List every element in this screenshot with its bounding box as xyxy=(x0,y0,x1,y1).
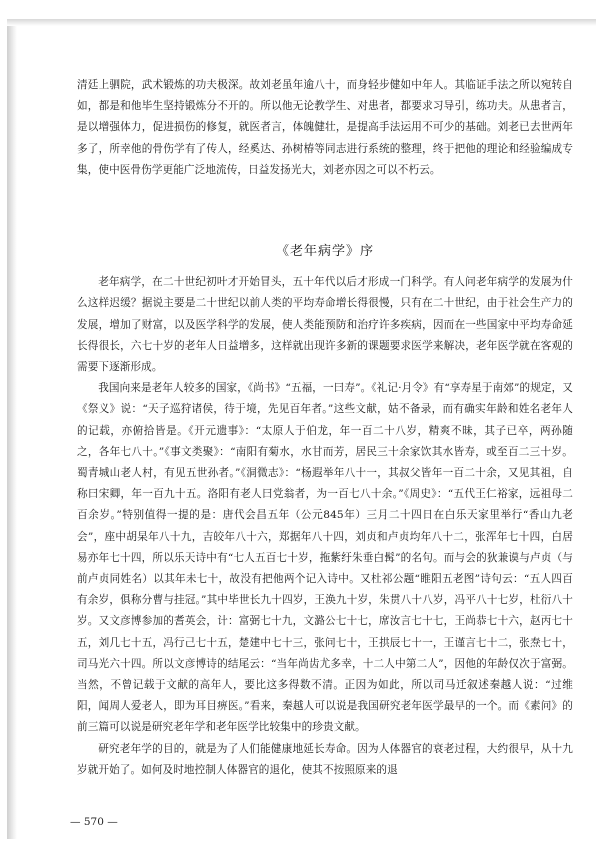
scanned-page xyxy=(7,19,596,839)
continued-paragraph: 清廷上驷院，武术锻炼的功夫极深。故刘老虽年逾八十，而身轻步健如中年人。其临证手法之所以宛转自如，都是和他毕生坚持锻炼分不开的。所以他无论教学生、对患者，都要求习导引，练功夫。从患者言，是以增强体力，促进损伤的修复，就医者言，体魄健壮，是提高手法运用不可少的基础。刘老已去世两年多了，所幸他的骨伤学有了传人，经奚达、孙树椿等同志进行系统的整理，终于把他的理论和经验编成专集，使中医骨伤学更能广泛地流传，日益发扬光大，刘老亦因之可以不朽云。 xyxy=(77,79,573,176)
paragraph-intro: 老年病学，在二十世纪初叶才开始冒头，五十年代以后才形成一门科学。有人问老年病学的发展为什么这样迟缓？据说主要是二十世纪以前人类的平均寿命增长得很慢，只有在二十世纪，由于社会生产力的发展，增加了财富，以及医学科学的发展，使人类能预防和治疗许多疾病，因而在一些国家中平均寿命延长得很长，六七十岁的老年人日益增多，这样就出现许多新的课题要求医学来解决，老年医学就在客观的需要下逐渐形成。 xyxy=(77,276,573,374)
paragraph-history: 我国向来是老年人较多的国家，《尚书》“五福，一曰寿”。《礼记·月令》有“享寿星于南郊”的规定，又《祭义》说：“天子巡狩诸侯，待于境，先见百年者。”这些文献，姑不备录，而有确实年龄和姓名老年人的记载，亦俯拾皆是。《开元遗事》：“太原人于伯龙，年一百二十八岁，精爽不昧，其子已卒，两孙随之，各年七八十。”《事文类聚》：“南阳有菊水，水甘而芳，居民三十余家饮其水皆寿，或至百二三十岁。蜀青城山老人村，有见五世孙者。”《洞微志》：“杨遐举年八十一，其叔父皆年一百二十余，又见其祖，自称曰宋卿，年一百九十五。洛阳有老人曰党翁者，为一百七八十余。”《周史》：“五代王仁裕家，远祖母二百余岁。”特别值得一提的是：唐代会昌五年（公元845年）三月二十四日在白乐天家里举行“香山九老会”，座中胡杲年八十九，吉皎年八十六，郑据年八十四，刘贞和卢贞均年八十二，张浑年七十四，白居易亦年七十四，所以乐天诗中有“七人五百七十岁，拖紫纡朱垂白髯”的名句。而与会的狄兼谟与卢贞（与前卢贞同姓名）以其年未七十，故没有把他两个记入诗中。又杜祁公题“睢阳五老图”诗句云：“五人四百有余岁，俱称分曹与挂冠。”其中毕世长九十四岁，王涣九十岁，朱贯八十八岁，冯平八十七岁，杜衍八十岁。又文彦博参加的耆英会，计：富弼七十九，文潞公七十七，席汝言七十七，王尚恭七十六，赵丙七十五，刘几七十五，冯行己七十五，楚建中七十三，张问七十，王拱辰七十一，王谨言七十二，张焘七十，司马光六十四。所以文彦博诗的结尾云：“当年尚齿尤多幸，十二人中第二人”，因他的年龄仅次于富弼。当然，不曾记载于文献的高年人，要比这多得数不清。正因为如此，所以司马迁叙述秦越人说：“过维阳，闻周人爱老人，即为耳目痹医。”看来，秦越人可以说是我国研究老年医学最早的一个。而《素问》的前三篇可以说是研究老年学和老年医学比较集中的珍贵文献。 xyxy=(77,382,573,734)
paragraph-purpose: 研究老年学的目的，就是为了人们能健康地延长寿命。因为人体器官的衰老过程，大约很早，从十九岁就开始了。如何及时地控制人体器官的退化，使其不按照原来的退 xyxy=(77,742,573,776)
page-text xyxy=(77,75,573,781)
scan-shadow-left xyxy=(7,19,17,839)
page-number: — 570 — xyxy=(70,816,118,828)
section-title: 《老年病学》序 xyxy=(275,244,374,260)
scan-shadow-top xyxy=(7,19,596,26)
